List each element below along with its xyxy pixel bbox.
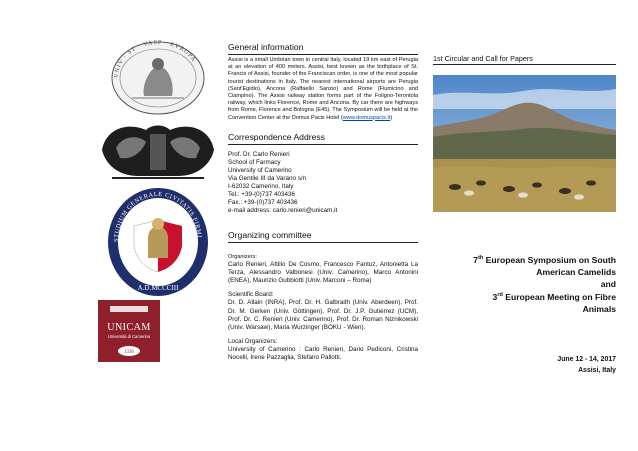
- email-label: e-mail address:: [228, 207, 273, 214]
- phone-line: Tel.: +39-(0)737 403436: [228, 191, 296, 198]
- organizers-list: Carlo Renieri, Attilio De Cosmo, Francesco Fantuz, Antonietta La Terza, Alessandro Valbonesi (Univ. Camerino), Marco Antonini (ENEA), Maurizio Gubbiotti (Univ. Marconi – Roma): [228, 261, 418, 285]
- correspondence-section: [228, 132, 418, 215]
- unicam-logo: [98, 300, 160, 362]
- title-line: [433, 291, 616, 303]
- llama-landscape-photo: [433, 75, 616, 212]
- circular-title: 1st Circular and Call for Papers: [433, 54, 616, 65]
- title-line: Animals: [582, 303, 616, 314]
- local-organizers-label: Local Organizers:: [228, 337, 278, 345]
- fax-line: Fax.: +39-(0)737 403436: [228, 199, 298, 206]
- unicam-subtitle: Università di Camerino: [107, 334, 151, 339]
- title-line: [433, 254, 616, 266]
- event-dates: June 12 - 14, 2017: [557, 356, 616, 363]
- email-address[interactable]: carlo.renieri@unicam.it: [272, 207, 338, 214]
- address-line: University of Camerino: [228, 167, 292, 174]
- europe-university-seal: [92, 40, 224, 116]
- edition-number: 7: [473, 255, 479, 265]
- section-title: General information: [228, 42, 418, 55]
- address-line: I-62032 Camerino. Italy: [228, 183, 294, 190]
- title-text: European Meeting on Fibre: [502, 291, 616, 302]
- scientific-board-label: Scientific Board:: [228, 291, 274, 299]
- correspondence-address: [228, 151, 418, 215]
- edition-suffix: th: [478, 255, 484, 262]
- studium-firmi-seal: [92, 186, 224, 298]
- address-line: School of Farmacy: [228, 159, 281, 166]
- email-line: [228, 207, 418, 215]
- committee-text: [228, 253, 418, 362]
- title-conjunction: and: [600, 279, 616, 290]
- event-dates-location: [433, 354, 616, 376]
- seal-ring-text: VNIV · ST · VASP · EVROPA: [113, 40, 197, 79]
- scientific-board-list: Dr. D. Allain (INRA), Prof. Dr. H. Galbraith (Univ. Aberdeen), Prof. Dr. M. Gerken (Univ. Göttingen), Prof. Dr. J.P. Gutiérrez (UCM), Prof. Dr. C. Renieri (Univ. Camerino), Prof. Dr. Roman Niznikowski (Univ. Warsaw), Maria Wurzinger (BOKU - Wien).: [228, 299, 418, 331]
- seal-ring-text: STUDIUM GENERALE CIVITATIS FIRMI: [112, 190, 203, 243]
- general-information-section: [228, 42, 418, 122]
- address-line: Prof. Dr. Carlo Renieri: [228, 151, 290, 158]
- organizers-label: Organizers:: [228, 254, 257, 260]
- edition-suffix: rd: [497, 291, 503, 298]
- section-title: Correspondence Address: [228, 132, 418, 145]
- organizing-committee-section: [228, 230, 418, 362]
- unicam-year: 1336: [124, 350, 134, 355]
- general-information-text: [228, 57, 418, 122]
- address-line: Via Gentile III da Varano s/n: [228, 175, 307, 182]
- unicam-name: UNICAM: [107, 322, 151, 333]
- local-organizers-list: University of Camerino : Carlo Renieri, Dario Pediconi, Cristina Nocelli, Irene Pazzaglia, Stefano Pallotti.: [228, 345, 418, 362]
- edition-number: 3: [492, 291, 498, 302]
- general-text: Assisi is a small Umbrian town in central Italy, located 19 km east of Perugia at an elevation of 400 meters. Assisi, best known as the birthplace of St. Francis of Assisi, founder of the Franciscan order, is one of the most popular tourist destinations in Italy. The nearest international airports are Perugia (Sant'Egidio), Ancona (Raffaello Sanzio) and Rome (Fiumicino and Ciampino). The Assisi railway station forms part of the Foligno-Terontola railway, which links Florence, Rome and Ancona. By car there are highways from Rome, Florence and Bologna (E45). The Symposium will be held at the Convention Center at the Domus Pacis Hotel (: [228, 57, 418, 121]
- seal-date: A.D.MCCCIII: [137, 284, 179, 292]
- title-line: American Camelids: [536, 267, 616, 278]
- section-title: Organizing committee: [228, 230, 418, 243]
- title-text: European Symposium on South: [483, 255, 616, 265]
- symposium-title: [433, 254, 616, 315]
- horse-crest-logo: [92, 120, 224, 186]
- event-location: Assisi, Italy: [578, 367, 616, 374]
- general-text-end: ): [390, 114, 393, 121]
- hotel-link[interactable]: www.domuspacis.it: [342, 114, 391, 121]
